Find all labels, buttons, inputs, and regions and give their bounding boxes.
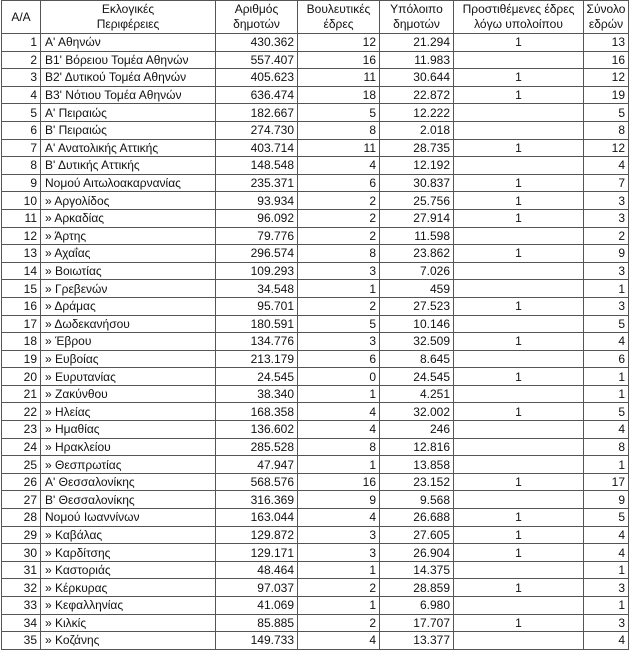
cell-extra-seats xyxy=(454,421,584,439)
cell-aa: 27 xyxy=(2,491,41,509)
cell-total-seats: 8 xyxy=(584,121,629,139)
cell-seats: 2 xyxy=(298,227,380,245)
cell-extra-seats: 1 xyxy=(454,209,584,227)
cell-total-seats: 9 xyxy=(584,491,629,509)
cell-remainder: 4.251 xyxy=(380,385,454,403)
cell-region-name: » Αχαΐας xyxy=(41,245,216,263)
cell-aa: 8 xyxy=(2,157,41,175)
table-row xyxy=(2,526,629,544)
cell-remainder: 6.980 xyxy=(380,597,454,615)
cell-total-seats: 7 xyxy=(584,174,629,192)
cell-remainder: 459 xyxy=(380,280,454,298)
header-pop: Αριθμός δημοτών xyxy=(216,1,298,34)
cell-total-seats: 1 xyxy=(584,368,629,386)
cell-total-seats: 12 xyxy=(584,69,629,87)
cell-total-seats: 5 xyxy=(584,315,629,333)
cell-total-seats: 13 xyxy=(584,34,629,52)
cell-total-seats: 3 xyxy=(584,614,629,632)
cell-extra-seats: 1 xyxy=(454,192,584,210)
cell-region-name: » Ημαθίας xyxy=(41,421,216,439)
table-row xyxy=(2,491,629,509)
cell-population: 296.574 xyxy=(216,245,298,263)
cell-extra-seats xyxy=(454,227,584,245)
cell-region-name: » Αργολίδος xyxy=(41,192,216,210)
cell-remainder: 10.146 xyxy=(380,315,454,333)
cell-seats: 4 xyxy=(298,509,380,527)
cell-aa: 11 xyxy=(2,209,41,227)
cell-aa: 22 xyxy=(2,403,41,421)
cell-aa: 35 xyxy=(2,632,41,650)
cell-aa: 33 xyxy=(2,597,41,615)
table-row xyxy=(2,385,629,403)
cell-total-seats: 4 xyxy=(584,632,629,650)
cell-extra-seats xyxy=(454,632,584,650)
table-row xyxy=(2,297,629,315)
cell-remainder: 32.509 xyxy=(380,333,454,351)
cell-remainder: 25.756 xyxy=(380,192,454,210)
cell-total-seats: 3 xyxy=(584,209,629,227)
cell-remainder: 28.735 xyxy=(380,139,454,157)
cell-aa: 31 xyxy=(2,561,41,579)
cell-seats: 2 xyxy=(298,209,380,227)
cell-remainder: 23.152 xyxy=(380,473,454,491)
cell-population: 182.667 xyxy=(216,104,298,122)
cell-remainder: 13.377 xyxy=(380,632,454,650)
cell-population: 34.548 xyxy=(216,280,298,298)
cell-seats: 8 xyxy=(298,438,380,456)
cell-remainder: 26.904 xyxy=(380,544,454,562)
table-row xyxy=(2,315,629,333)
cell-seats: 5 xyxy=(298,104,380,122)
cell-population: 96.092 xyxy=(216,209,298,227)
cell-aa: 6 xyxy=(2,121,41,139)
cell-seats: 16 xyxy=(298,51,380,69)
cell-seats: 18 xyxy=(298,86,380,104)
cell-region-name: Β' Δυτικής Αττικής xyxy=(41,157,216,175)
header-total-seats: Σύνολο εδρών xyxy=(584,1,629,34)
table-row xyxy=(2,368,629,386)
cell-aa: 3 xyxy=(2,69,41,87)
cell-population: 636.474 xyxy=(216,86,298,104)
cell-region-name: Β' Πειραιώς xyxy=(41,121,216,139)
cell-aa: 34 xyxy=(2,614,41,632)
header-seats: Βουλευτικές έδρες xyxy=(298,1,380,34)
cell-aa: 18 xyxy=(2,333,41,351)
cell-total-seats: 8 xyxy=(584,438,629,456)
cell-aa: 5 xyxy=(2,104,41,122)
cell-extra-seats: 1 xyxy=(454,34,584,52)
table-row xyxy=(2,438,629,456)
table-row xyxy=(2,280,629,298)
cell-remainder: 9.568 xyxy=(380,491,454,509)
cell-aa: 10 xyxy=(2,192,41,210)
cell-aa: 26 xyxy=(2,473,41,491)
table-body xyxy=(2,34,629,650)
table-row xyxy=(2,403,629,421)
cell-population: 109.293 xyxy=(216,262,298,280)
table-row xyxy=(2,121,629,139)
table-row xyxy=(2,579,629,597)
cell-aa: 12 xyxy=(2,227,41,245)
cell-extra-seats: 1 xyxy=(454,69,584,87)
cell-extra-seats: 1 xyxy=(454,333,584,351)
table-row xyxy=(2,174,629,192)
cell-extra-seats: 1 xyxy=(454,544,584,562)
cell-extra-seats: 1 xyxy=(454,473,584,491)
cell-remainder: 12.192 xyxy=(380,157,454,175)
table-row xyxy=(2,227,629,245)
cell-extra-seats xyxy=(454,491,584,509)
cell-region-name: Β' Θεσσαλονίκης xyxy=(41,491,216,509)
cell-total-seats: 3 xyxy=(584,297,629,315)
cell-region-name: Α' Ανατολικής Αττικής xyxy=(41,139,216,157)
cell-remainder: 8.645 xyxy=(380,350,454,368)
cell-remainder: 12.816 xyxy=(380,438,454,456)
cell-extra-seats xyxy=(454,597,584,615)
cell-region-name: » Άρτης xyxy=(41,227,216,245)
cell-region-name: » Δράμας xyxy=(41,297,216,315)
cell-extra-seats: 1 xyxy=(454,245,584,263)
cell-remainder: 27.523 xyxy=(380,297,454,315)
cell-seats: 6 xyxy=(298,174,380,192)
cell-region-name: » Δωδεκανήσου xyxy=(41,315,216,333)
header-remainder: Υπόλοιπο δημοτών xyxy=(380,1,454,34)
cell-remainder: 26.688 xyxy=(380,509,454,527)
cell-seats: 8 xyxy=(298,245,380,263)
cell-aa: 24 xyxy=(2,438,41,456)
cell-seats: 11 xyxy=(298,139,380,157)
cell-extra-seats: 1 xyxy=(454,403,584,421)
cell-extra-seats: 1 xyxy=(454,368,584,386)
header-aa: Α/Α xyxy=(2,1,41,34)
cell-aa: 1 xyxy=(2,34,41,52)
cell-region-name: Α' Πειραιώς xyxy=(41,104,216,122)
cell-seats: 0 xyxy=(298,368,380,386)
table-row xyxy=(2,632,629,650)
cell-extra-seats: 1 xyxy=(454,509,584,527)
cell-population: 168.358 xyxy=(216,403,298,421)
cell-population: 93.934 xyxy=(216,192,298,210)
cell-extra-seats xyxy=(454,280,584,298)
table-row xyxy=(2,192,629,210)
cell-seats: 2 xyxy=(298,192,380,210)
cell-population: 97.037 xyxy=(216,579,298,597)
cell-remainder: 246 xyxy=(380,421,454,439)
cell-aa: 2 xyxy=(2,51,41,69)
cell-total-seats: 4 xyxy=(584,544,629,562)
cell-aa: 14 xyxy=(2,262,41,280)
cell-remainder: 17.707 xyxy=(380,614,454,632)
cell-region-name: » Αρκαδίας xyxy=(41,209,216,227)
cell-population: 134.776 xyxy=(216,333,298,351)
cell-seats: 12 xyxy=(298,34,380,52)
table-row xyxy=(2,561,629,579)
table-row xyxy=(2,262,629,280)
cell-remainder: 32.002 xyxy=(380,403,454,421)
cell-region-name: » Ηρακλείου xyxy=(41,438,216,456)
cell-seats: 8 xyxy=(298,121,380,139)
cell-population: 129.872 xyxy=(216,526,298,544)
cell-region-name: Νομού Ιωαννίνων xyxy=(41,509,216,527)
cell-remainder: 24.545 xyxy=(380,368,454,386)
cell-remainder: 7.026 xyxy=(380,262,454,280)
cell-population: 85.885 xyxy=(216,614,298,632)
table-row xyxy=(2,86,629,104)
cell-total-seats: 9 xyxy=(584,245,629,263)
cell-population: 557.407 xyxy=(216,51,298,69)
table-row xyxy=(2,473,629,491)
cell-total-seats: 3 xyxy=(584,262,629,280)
cell-population: 148.548 xyxy=(216,157,298,175)
table-row xyxy=(2,614,629,632)
cell-remainder: 11.598 xyxy=(380,227,454,245)
cell-extra-seats: 1 xyxy=(454,526,584,544)
cell-aa: 19 xyxy=(2,350,41,368)
table-row xyxy=(2,421,629,439)
cell-region-name: Β2' Δυτικού Τομέα Αθηνών xyxy=(41,69,216,87)
cell-total-seats: 2 xyxy=(584,227,629,245)
cell-remainder: 13.858 xyxy=(380,456,454,474)
cell-population: 149.733 xyxy=(216,632,298,650)
cell-population: 316.369 xyxy=(216,491,298,509)
cell-seats: 4 xyxy=(298,157,380,175)
cell-region-name: Νομού Αιτωλοακαρνανίας xyxy=(41,174,216,192)
cell-aa: 21 xyxy=(2,385,41,403)
table-row xyxy=(2,139,629,157)
table-row xyxy=(2,509,629,527)
table-row xyxy=(2,456,629,474)
table-row xyxy=(2,597,629,615)
table-row xyxy=(2,333,629,351)
cell-remainder: 30.644 xyxy=(380,69,454,87)
cell-extra-seats xyxy=(454,385,584,403)
cell-seats: 3 xyxy=(298,526,380,544)
cell-seats: 1 xyxy=(298,456,380,474)
cell-total-seats: 4 xyxy=(584,157,629,175)
cell-total-seats: 4 xyxy=(584,333,629,351)
cell-aa: 32 xyxy=(2,579,41,597)
cell-extra-seats xyxy=(454,51,584,69)
cell-total-seats: 5 xyxy=(584,509,629,527)
cell-remainder: 30.837 xyxy=(380,174,454,192)
cell-region-name: » Καστοριάς xyxy=(41,561,216,579)
cell-remainder: 28.859 xyxy=(380,579,454,597)
cell-region-name: » Ζακύνθου xyxy=(41,385,216,403)
cell-remainder: 22.872 xyxy=(380,86,454,104)
cell-extra-seats: 1 xyxy=(454,297,584,315)
cell-extra-seats xyxy=(454,315,584,333)
cell-total-seats: 1 xyxy=(584,561,629,579)
seats-allocation-table xyxy=(1,0,629,650)
cell-total-seats: 17 xyxy=(584,473,629,491)
table-row xyxy=(2,69,629,87)
cell-population: 24.545 xyxy=(216,368,298,386)
cell-aa: 15 xyxy=(2,280,41,298)
cell-remainder: 14.375 xyxy=(380,561,454,579)
cell-seats: 2 xyxy=(298,297,380,315)
cell-seats: 4 xyxy=(298,421,380,439)
cell-extra-seats xyxy=(454,561,584,579)
cell-region-name: » Ευβοίας xyxy=(41,350,216,368)
cell-total-seats: 6 xyxy=(584,350,629,368)
cell-population: 41.069 xyxy=(216,597,298,615)
cell-aa: 30 xyxy=(2,544,41,562)
table-row xyxy=(2,157,629,175)
cell-aa: 23 xyxy=(2,421,41,439)
cell-region-name: » Καβάλας xyxy=(41,526,216,544)
table-row xyxy=(2,544,629,562)
cell-seats: 6 xyxy=(298,350,380,368)
cell-remainder: 2.018 xyxy=(380,121,454,139)
cell-aa: 29 xyxy=(2,526,41,544)
cell-extra-seats: 1 xyxy=(454,579,584,597)
cell-region-name: Α' Θεσσαλονίκης xyxy=(41,473,216,491)
cell-population: 568.576 xyxy=(216,473,298,491)
cell-seats: 1 xyxy=(298,561,380,579)
cell-seats: 4 xyxy=(298,403,380,421)
cell-aa: 17 xyxy=(2,315,41,333)
cell-aa: 13 xyxy=(2,245,41,263)
cell-aa: 7 xyxy=(2,139,41,157)
cell-seats: 1 xyxy=(298,597,380,615)
cell-total-seats: 5 xyxy=(584,104,629,122)
cell-population: 163.044 xyxy=(216,509,298,527)
cell-region-name: » Κεφαλληνίας xyxy=(41,597,216,615)
header-row xyxy=(2,1,629,34)
cell-population: 79.776 xyxy=(216,227,298,245)
table-row xyxy=(2,104,629,122)
cell-total-seats: 19 xyxy=(584,86,629,104)
table-row xyxy=(2,350,629,368)
cell-total-seats: 3 xyxy=(584,579,629,597)
cell-extra-seats: 1 xyxy=(454,139,584,157)
cell-seats: 1 xyxy=(298,280,380,298)
cell-total-seats: 4 xyxy=(584,526,629,544)
cell-seats: 2 xyxy=(298,579,380,597)
cell-region-name: Α' Αθηνών xyxy=(41,34,216,52)
cell-region-name: » Έβρου xyxy=(41,333,216,351)
header-extra-seats: Προστιθέμενες έδρες λόγω υπολοίπου xyxy=(454,1,584,34)
cell-region-name: » Βοιωτίας xyxy=(41,262,216,280)
cell-aa: 28 xyxy=(2,509,41,527)
cell-total-seats: 12 xyxy=(584,139,629,157)
cell-aa: 16 xyxy=(2,297,41,315)
cell-region-name: » Θεσπρωτίας xyxy=(41,456,216,474)
cell-seats: 11 xyxy=(298,69,380,87)
cell-population: 405.623 xyxy=(216,69,298,87)
cell-extra-seats xyxy=(454,262,584,280)
cell-total-seats: 1 xyxy=(584,280,629,298)
cell-region-name: » Καρδίτσης xyxy=(41,544,216,562)
cell-population: 213.179 xyxy=(216,350,298,368)
cell-seats: 3 xyxy=(298,262,380,280)
cell-seats: 1 xyxy=(298,385,380,403)
cell-population: 47.947 xyxy=(216,456,298,474)
cell-extra-seats xyxy=(454,157,584,175)
cell-population: 285.528 xyxy=(216,438,298,456)
cell-total-seats: 1 xyxy=(584,385,629,403)
cell-population: 235.371 xyxy=(216,174,298,192)
cell-region-name: » Γρεβενών xyxy=(41,280,216,298)
cell-remainder: 23.862 xyxy=(380,245,454,263)
cell-population: 129.171 xyxy=(216,544,298,562)
cell-region-name: » Κέρκυρας xyxy=(41,579,216,597)
cell-region-name: Β3' Νότιου Τομέα Αθηνών xyxy=(41,86,216,104)
cell-aa: 25 xyxy=(2,456,41,474)
cell-remainder: 27.605 xyxy=(380,526,454,544)
cell-region-name: » Ηλείας xyxy=(41,403,216,421)
cell-population: 95.701 xyxy=(216,297,298,315)
cell-population: 48.464 xyxy=(216,561,298,579)
cell-region-name: Β1' Βόρειου Τομέα Αθηνών xyxy=(41,51,216,69)
cell-remainder: 21.294 xyxy=(380,34,454,52)
table-row xyxy=(2,34,629,52)
cell-seats: 16 xyxy=(298,473,380,491)
cell-seats: 3 xyxy=(298,333,380,351)
cell-population: 180.591 xyxy=(216,315,298,333)
cell-region-name: » Κοζάνης xyxy=(41,632,216,650)
cell-aa: 9 xyxy=(2,174,41,192)
cell-population: 136.602 xyxy=(216,421,298,439)
cell-extra-seats: 1 xyxy=(454,86,584,104)
cell-population: 403.714 xyxy=(216,139,298,157)
cell-aa: 4 xyxy=(2,86,41,104)
table-row xyxy=(2,51,629,69)
cell-population: 274.730 xyxy=(216,121,298,139)
table-row xyxy=(2,245,629,263)
cell-extra-seats xyxy=(454,456,584,474)
cell-region-name: » Ευρυτανίας xyxy=(41,368,216,386)
cell-region-name: » Κιλκίς xyxy=(41,614,216,632)
cell-total-seats: 1 xyxy=(584,456,629,474)
cell-seats: 5 xyxy=(298,315,380,333)
cell-aa: 20 xyxy=(2,368,41,386)
cell-extra-seats xyxy=(454,350,584,368)
cell-extra-seats: 1 xyxy=(454,174,584,192)
cell-seats: 4 xyxy=(298,632,380,650)
cell-total-seats: 3 xyxy=(584,192,629,210)
cell-extra-seats: 1 xyxy=(454,614,584,632)
cell-seats: 3 xyxy=(298,544,380,562)
cell-population: 38.340 xyxy=(216,385,298,403)
cell-seats: 2 xyxy=(298,614,380,632)
cell-extra-seats xyxy=(454,121,584,139)
header-name: Εκλογικές Περιφέρειες xyxy=(41,1,216,34)
cell-total-seats: 5 xyxy=(584,403,629,421)
cell-total-seats: 4 xyxy=(584,421,629,439)
cell-total-seats: 1 xyxy=(584,597,629,615)
cell-extra-seats xyxy=(454,104,584,122)
cell-seats: 9 xyxy=(298,491,380,509)
cell-remainder: 11.983 xyxy=(380,51,454,69)
cell-remainder: 12.222 xyxy=(380,104,454,122)
cell-extra-seats xyxy=(454,438,584,456)
cell-total-seats: 16 xyxy=(584,51,629,69)
table-row xyxy=(2,209,629,227)
cell-population: 430.362 xyxy=(216,34,298,52)
cell-remainder: 27.914 xyxy=(380,209,454,227)
